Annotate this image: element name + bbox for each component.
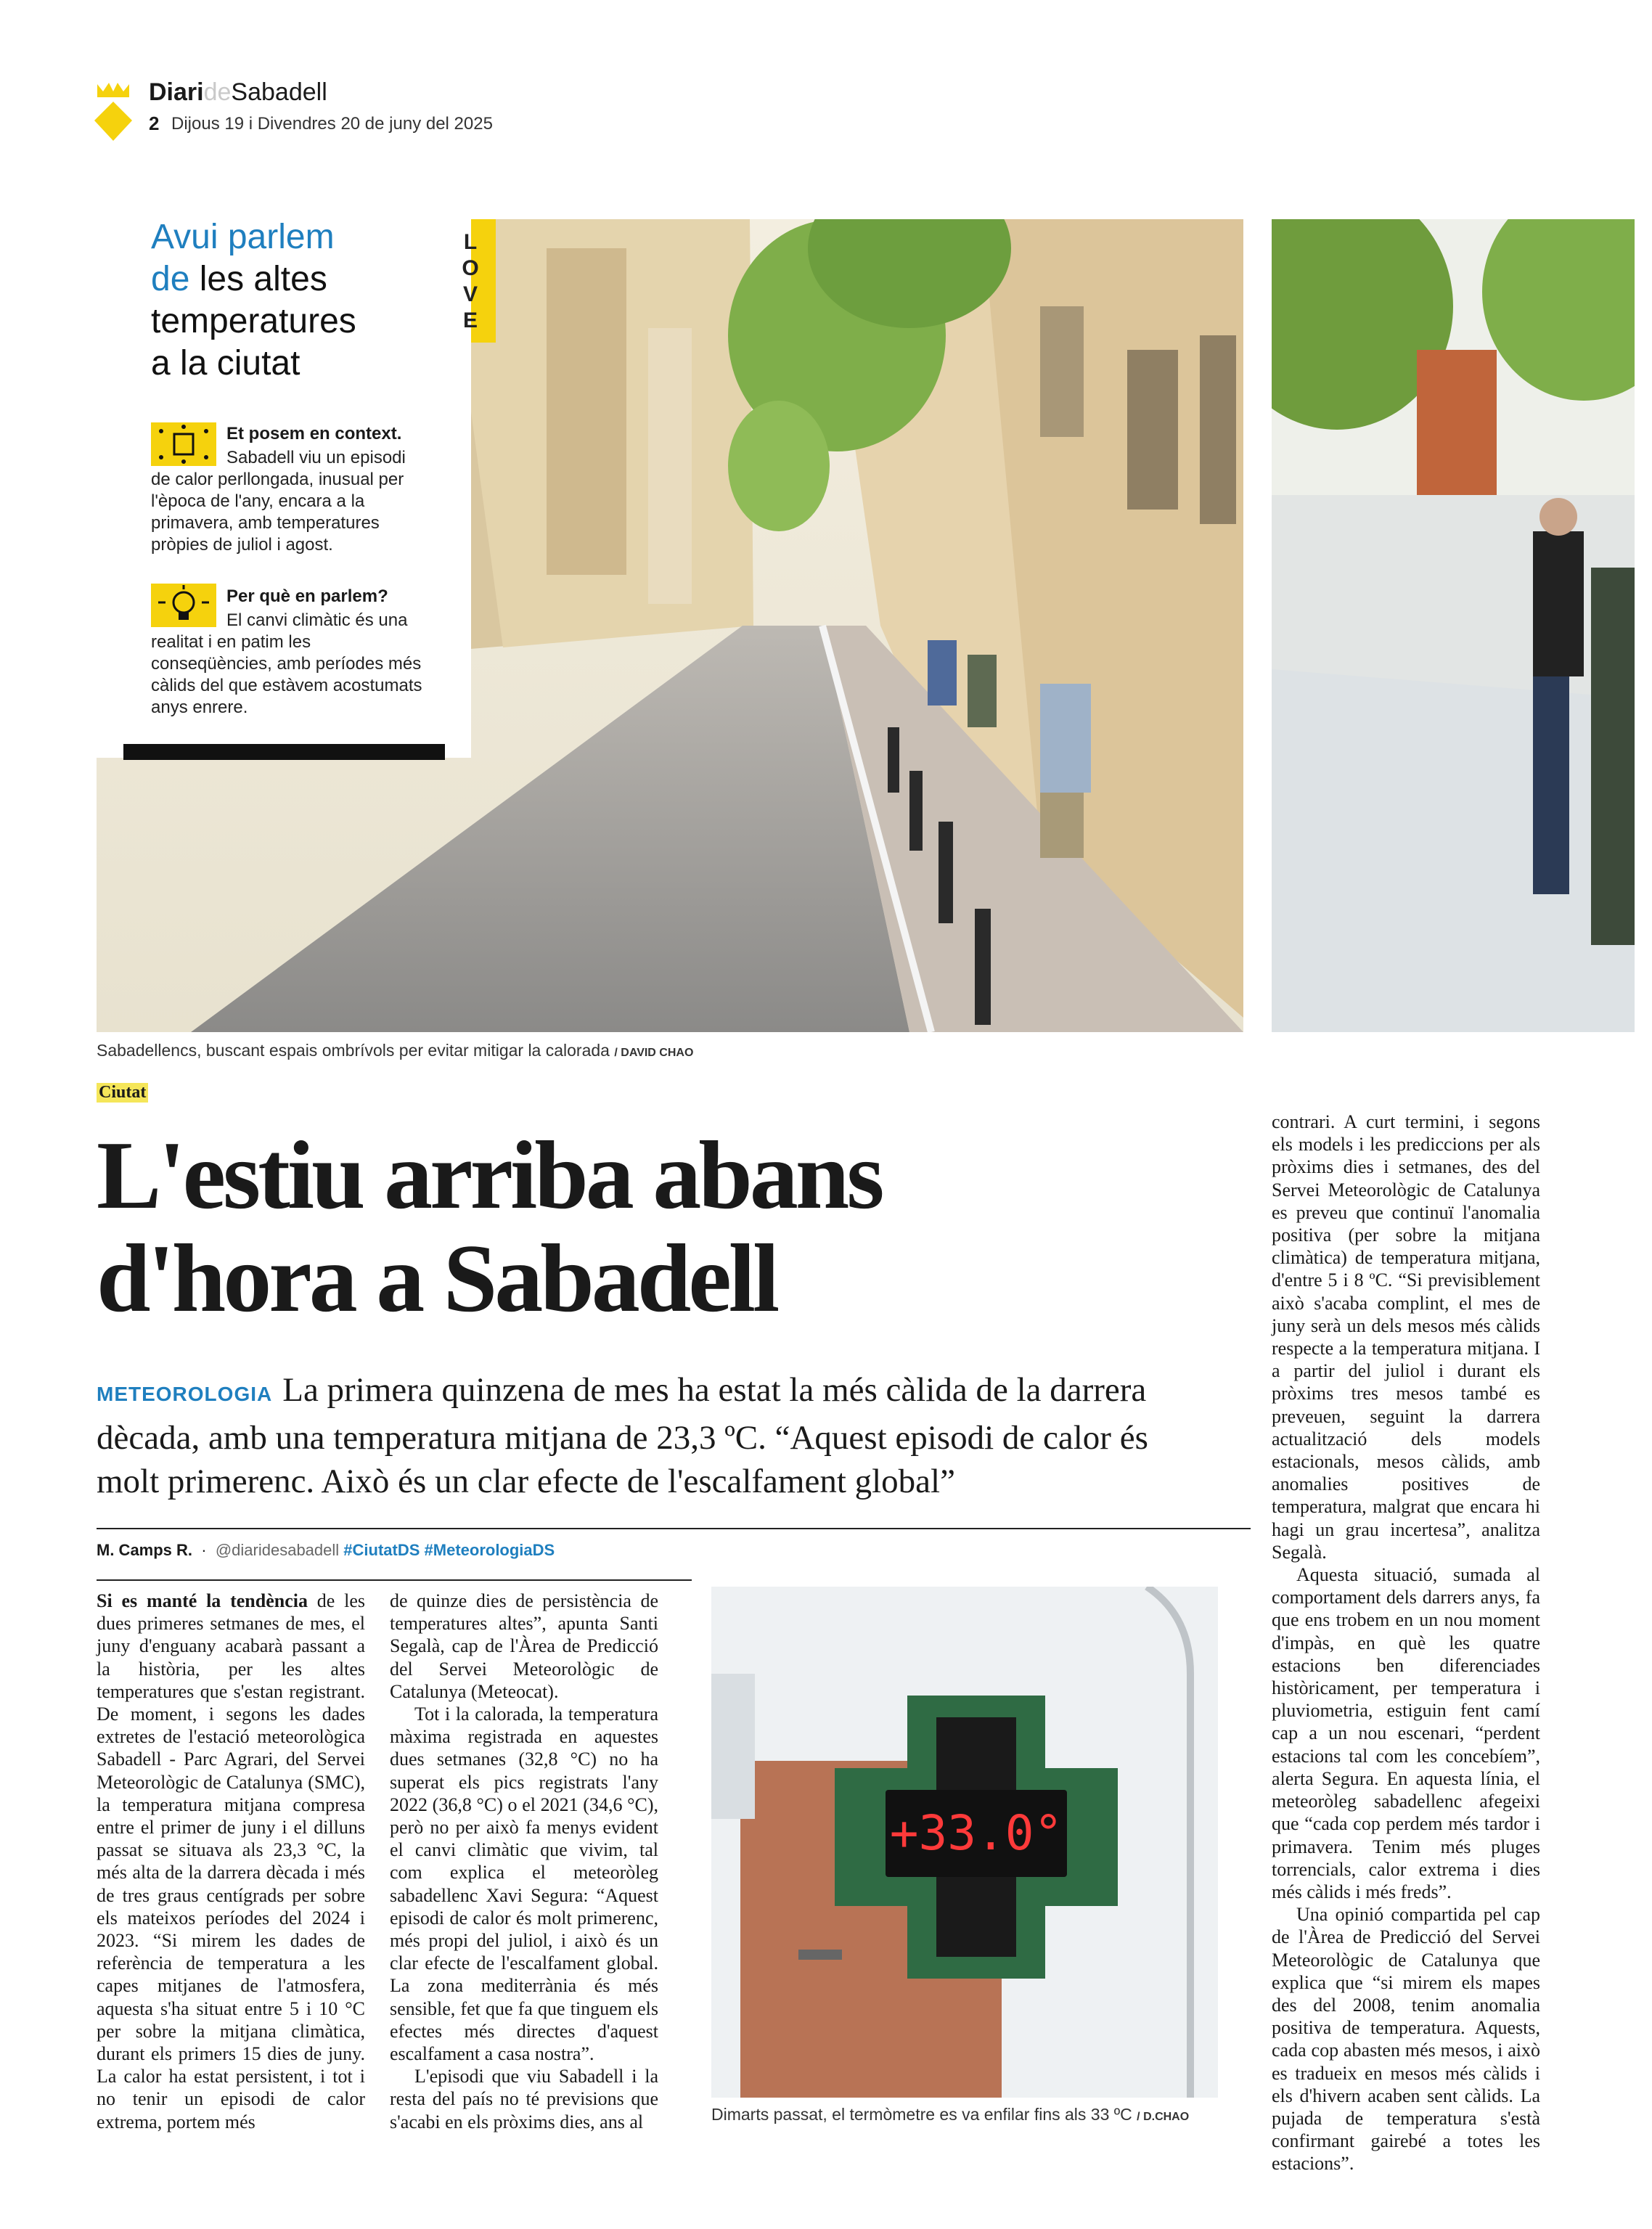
col2-paragraph-1: de quinze dies de persistència de temperatures altes”, apunta Santi Segalà, cap de l'Àrea de Predicció del Servei Meteorològic de Catalunya (Meteocat). (390, 1590, 658, 1702)
col2-paragraph-2: Tot i la calorada, la temperatura màxima registrada en aquestes dues setmanes (32,8 °C) no ha superat els pics registrats l'any 2022 (36,8 °C) o el 2021 (34,6 °C), però no per això fa menys evident el canvi climàtic que vivim, tal com explica el meteoròleg sabadellenc Xavi Segura: “Aquest episodi de calor és molt primerenc, més propi del juliol, i això és un clar efecte de l'escalfament global. La zona mediterrània és més sensible, fet que fa que tinguem els efectes més directes d'aquest escalfament a casa nostra”. (390, 1704, 658, 2065)
context-text: Sabadell viu un episodi de calor perllongada, inusual per l'època de l'any, encara a la primavera, amb temperatures pròpies de juliol i agost. (151, 448, 406, 555)
kicker: METEOROLOGIA (97, 1383, 273, 1405)
col3-paragraph-2: Aquesta situació, sumada al comportament dels darrers anys, fa que ens trobem en un nou moment d'impàs, en què les quatre estacions ben diferenciades històricament, per temperatura i pluviometria, estiguin fent camí cap a un nou escenari, “perdent estacions tal com les concebíem”, alerta Segura. En aquesta línia, el meteoròleg sabadellenc afegeixi que “cada cop perdem més tardor i primavera. Tenim més pluges torrencials, calor extrema i dies més càlids i més freds”. (1272, 1564, 1540, 1902)
brand-city: Sabadell (231, 78, 327, 106)
standfirst-text: La primera quinzena de mes ha estat la més càlida de la darrera dècada, amb una temperatura mitjana de 23,3 ºC. “Aquest episodi de calor és molt primerenc. Això és un clar efecte de l'escalfament global” (97, 1371, 1148, 1500)
standfirst (97, 1368, 1200, 1503)
brand-de: de (203, 78, 232, 106)
pharmacy-caption-credit: / D.CHAO (1137, 2111, 1190, 2123)
section-tag[interactable]: Ciutat (97, 1083, 148, 1103)
box-title-temperatures: temperatures (151, 302, 356, 340)
body-column-2 (390, 1590, 658, 2133)
box-title-line1: Avui parlem (151, 218, 335, 256)
headline (97, 1121, 1258, 1332)
context-box-title (151, 216, 441, 385)
why-text: El canvi climàtic és una realitat i en patim les conseqüències, amb períodes més càlids del que estàvem acostumats anys enrere. (151, 610, 422, 717)
body-column-1 (97, 1590, 365, 2133)
context-heading: Et posem en context. (226, 424, 402, 443)
brand-name[interactable] (149, 78, 327, 107)
col3-paragraph-1: contrari. A curt termini, i segons els models i les prediccions per als pròxims dies i setmanes, des del Servei Meteorològic de Catalunya es preveu que continuï l'anomalia positiva (per sobre la mitjana climàtica) de temperatura mitjana, d'entre 5 i 8 ºC. “Si previsiblement això s'acaba complint, el mes de juny serà un dels mesos més càlids respecte a la temperatura mitjana. I a partir del juliol i durant els pròxims tres mesos també es preveuen, seguint la darrera actualització dels models estacionals, mesos càlids, amb anomalies positives de temperatura, malgrat que encara hi hagi un grau incertesa”, analitza Segalà. (1272, 1111, 1540, 1563)
col2-paragraph-3: L'episodi que viu Sabadell i la resta del país no té previsions que s'acabi en els pròxims dies, ans al (390, 2066, 658, 2132)
byline-separator: · (201, 1541, 207, 1559)
box-title-altes: les altes (189, 260, 327, 298)
pharmacy-thermometer-photo (711, 1587, 1218, 2098)
main-caption-credit: / DAVID CHAO (614, 1047, 694, 1059)
main-photo-caption (97, 1041, 693, 1060)
body-rule (97, 1579, 692, 1581)
newspaper-logo-icon (93, 78, 134, 144)
body-column-3 (1272, 1111, 1540, 2175)
box-title-ciutat: a la ciutat (151, 344, 300, 383)
col1-paragraph: de les dues primeres setmanes de mes, el juny d'enguany acabarà passant a la història, per les altes temperatures que s'estan registrant. De moment, i segons les dades extretes de l'estació meteorològica Sabadell - Parc Agrari, del Servei Meteorològic de Catalunya (SMC), la temperatura mitjana compresa entre el primer de juny i el dilluns passat se situava als 23,3 °C, la més alta de la darrera dècada i més de tres graus centígrads per sobre els mateixos períodes del 2024 i 2023. “Si mirem les dades de referència de temperatura a les capes mitjanes de l'atmosfera, aquesta s'ha situat entre 5 i 10 °C per sobre la mitjana climàtica, durant els primers 15 dies de juny. La calor ha estat persistent, i tot i no tenir un episodi de calor extrema, portem més (97, 1590, 366, 2132)
author-name: M. Camps R. (97, 1541, 193, 1559)
brand-bold: Diari (149, 78, 204, 106)
headline-line1: L'estiu arriba abans (97, 1121, 882, 1229)
park-photo (1272, 219, 1635, 1032)
thermometer-reading: +33.0° (889, 1805, 1063, 1861)
page-number: 2 (149, 113, 160, 134)
context-box-bar (123, 744, 445, 760)
main-caption-text: Sabadellencs, buscant espais ombrívols per evitar mitigar la calorada (97, 1041, 610, 1060)
byline (97, 1541, 555, 1560)
social-handle[interactable]: @diaridesabadell (215, 1541, 340, 1559)
col3-paragraph-3: Una opinió compartida pel cap de l'Àrea de Predicció del Servei Meteorològic de Catalunya que explica que “si mirem els mapes des del 2008, tenim anomalia positiva de temperatura. Aquests, cada cop abasten més mesos, i això es tradueix en mesos més càlids i els d'hivern acaben sent càlids. La pujada de temperatura s'està confirmant gairebé a totes les estacions”. (1272, 1904, 1540, 2175)
pharmacy-caption-text: Dimarts passat, el termòmetre es va enfilar fins als 33 ºC (711, 2105, 1132, 2124)
lead-in: Si es manté la tendència (97, 1590, 308, 1611)
love-sign: LOVE (462, 230, 479, 332)
hashtags[interactable]: #CiutatDS #MeteorologiaDS (343, 1541, 555, 1559)
issue-date: Dijous 19 i Divendres 20 de juny del 2025 (171, 114, 493, 134)
byline-rule (97, 1528, 1251, 1529)
park-scene-illustration (1272, 219, 1635, 1032)
why-heading: Per què en parlem? (226, 586, 388, 606)
pharmacy-sign-illustration (711, 1587, 1218, 2098)
pharmacy-photo-caption (711, 2105, 1189, 2124)
box-title-de: de (151, 260, 190, 298)
headline-line2: d'hora a Sabadell (97, 1224, 777, 1332)
